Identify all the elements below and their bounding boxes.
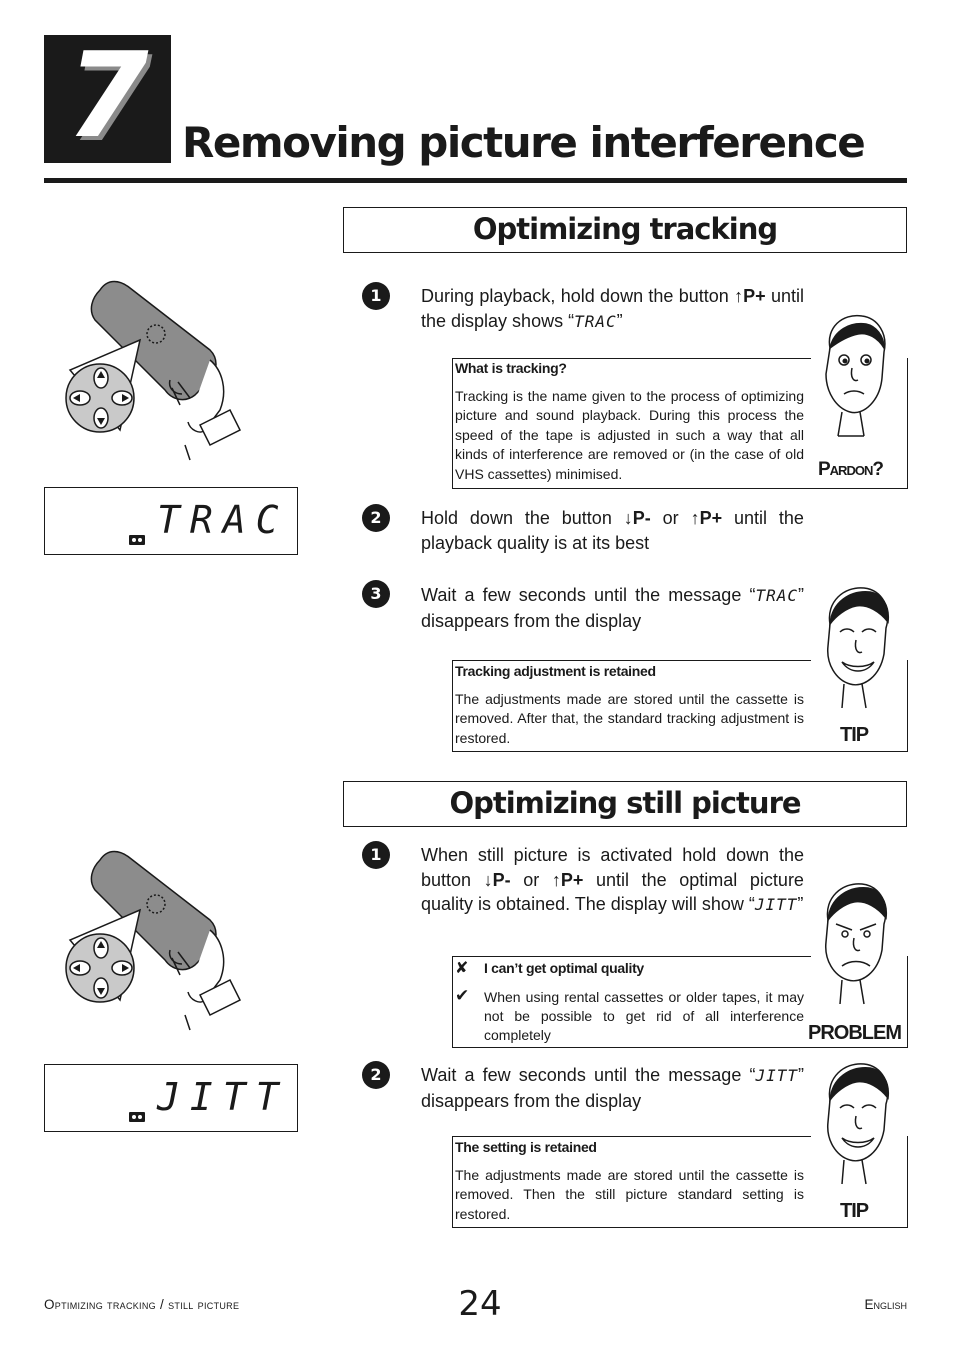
section-header (343, 781, 907, 827)
arrow-up-icon: ↑ (690, 508, 700, 528)
step-number: 2 (362, 1061, 390, 1089)
lcd-display (44, 1064, 298, 1132)
step-number: 2 (362, 504, 390, 532)
section-header (343, 207, 907, 253)
button-p-plus: ↑P+ (734, 286, 766, 306)
lcd-message: TRAC (755, 586, 798, 605)
section-title: Optimizing tracking (472, 212, 778, 246)
footer-language: English (864, 1297, 907, 1312)
cross-icon: ✘ (455, 958, 469, 977)
footer-section-name: Optimizing tracking / still picture (44, 1297, 240, 1312)
arrow-down-icon: ↓ (623, 508, 633, 528)
page-number: 24 (458, 1284, 502, 1324)
problem-text: I can’t get optimal quality (484, 960, 644, 976)
step-text: Wait a few seconds until the message “TRAC” disappears from the display (421, 585, 804, 631)
cartoon-man-icon (812, 308, 892, 453)
cassette-icon (129, 535, 145, 545)
chapter-number: 7 (66, 26, 149, 164)
arrow-down-icon: ↓ (483, 869, 493, 890)
note-heading: The setting is retained (455, 1139, 597, 1155)
note-heading: What is tracking? (455, 360, 567, 376)
lcd-message: JITT (755, 1066, 798, 1085)
lcd-message: TRAC (574, 311, 617, 331)
solution-text: When using rental cassettes or older tapes, it may not be possible to get rid of all interference completely (484, 989, 804, 1043)
button-p-plus: ↑P+ (690, 508, 723, 528)
step-text: Wait a few seconds until the message “JITT” disappears from the display (421, 1065, 804, 1111)
step-number: 1 (362, 841, 390, 869)
step-text: When still picture is activated hold down the button ↓P- or ↑P+ until the optimal picture quality is obtained. The display will show “JITT” (421, 845, 804, 914)
cartoon-man-icon (814, 582, 894, 722)
note-body: Tracking is the name given to the process of optimizing picture and sound playback. During this process the speed of the tape is adjusted in such a way that all kinds of interference are removed or (in the case of old VHS cassettes) minimised. (455, 388, 804, 482)
arrow-up-icon: ↑ (551, 869, 561, 890)
title-rule (44, 178, 907, 183)
arrow-up-icon: ↑ (734, 286, 744, 306)
button-p-plus: ↑P+ (551, 869, 584, 890)
cartoon-man-icon (814, 1058, 894, 1198)
lcd-display-text: JITT (157, 1075, 289, 1119)
remote-control-illustration (60, 270, 260, 470)
note-label: TIP (840, 1200, 869, 1222)
step-number: 1 (362, 282, 390, 310)
button-p-minus: ↓P- (483, 869, 511, 890)
lcd-message: JITT (754, 895, 798, 914)
check-icon: ✔ (455, 986, 470, 1006)
section-title: Optimizing still picture (449, 786, 801, 820)
step-number: 3 (362, 580, 390, 608)
step-text: Hold down the button ↓P- or ↑P+ until the playback quality is at its best (421, 508, 804, 553)
note-body: The adjustments made are stored until the cassette is removed. Then the still picture standard setting is restored. (455, 1167, 804, 1222)
lcd-display (44, 487, 298, 555)
note-label: PROBLEM (808, 1022, 901, 1044)
note-heading: Tracking adjustment is retained (455, 663, 656, 679)
step-text: During playback, hold down the button ↑P+ until the display shows “TRAC” (421, 286, 804, 331)
remote-control-illustration (60, 840, 260, 1040)
note-label: Pardon? (818, 459, 883, 480)
button-p-minus: ↓P- (623, 508, 651, 528)
cassette-icon (129, 1112, 145, 1122)
cartoon-man-icon (812, 878, 892, 1018)
note-label: TIP (840, 724, 869, 746)
page-title: Removing picture interference (182, 118, 865, 167)
note-body: The adjustments made are stored until the cassette is removed. After that, the standard tracking adjustment is restored. (455, 691, 804, 746)
lcd-display-text: TRAC (157, 498, 289, 542)
